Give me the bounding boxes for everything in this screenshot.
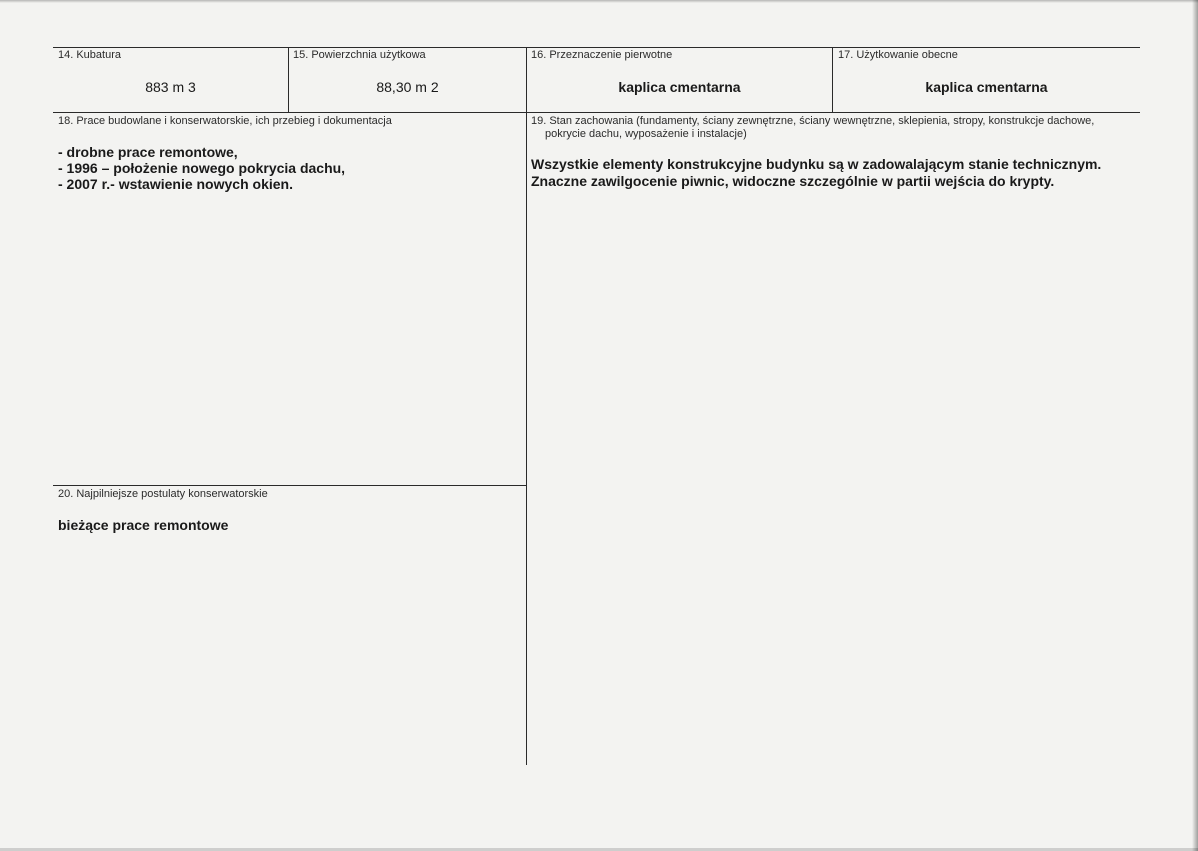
divider-15-16 xyxy=(526,47,527,765)
field19-label-line-1: 19. Stan zachowania (fundamenty, ściany zewnętrzne, ściany wewnętrzne, sklepienia, stropy, konstrukcje dachowe, xyxy=(531,115,1095,127)
row1-bottom-line xyxy=(53,112,1140,113)
field17-value: kaplica cmentarna xyxy=(925,79,1048,95)
field14-value: 883 m 3 xyxy=(145,79,196,95)
scan-right-shadow xyxy=(1192,0,1198,851)
field20-top-line xyxy=(53,485,527,486)
field19-label-line-2: pokrycie dachu, wyposażenie i instalacje) xyxy=(545,128,747,140)
field19-line-1: Wszystkie elementy konstrukcyjne budynku są w zadowalającym stanie technicznym. xyxy=(531,156,1102,172)
field18-line-1: - drobne prace remontowe, xyxy=(58,144,238,160)
field16-value: kaplica cmentarna xyxy=(618,79,741,95)
field18-line-3: - 2007 r.- wstawienie nowych okien. xyxy=(58,176,293,192)
field20-label: 20. Najpilniejsze postulaty konserwatorskie xyxy=(58,488,268,500)
field14-label: 14. Kubatura xyxy=(58,49,121,61)
scan-top-shadow xyxy=(0,0,1198,3)
field16-label: 16. Przeznaczenie pierwotne xyxy=(531,49,673,61)
field15-value: 88,30 m 2 xyxy=(376,79,439,95)
field18-label: 18. Prace budowlane i konserwatorskie, ich przebieg i dokumentacja xyxy=(58,115,392,127)
field18-line-2: - 1996 – położenie nowego pokrycia dachu, xyxy=(58,160,346,176)
row1-top-line xyxy=(53,47,1140,48)
field20-value: bieżące prace remontowe xyxy=(58,517,229,533)
field19-line-2: Znaczne zawilgocenie piwnic, widoczne szczególnie w partii wejścia do krypty. xyxy=(531,173,1055,189)
field17-label: 17. Użytkowanie obecne xyxy=(838,49,958,61)
field15-label: 15. Powierzchnia użytkowa xyxy=(293,49,426,61)
